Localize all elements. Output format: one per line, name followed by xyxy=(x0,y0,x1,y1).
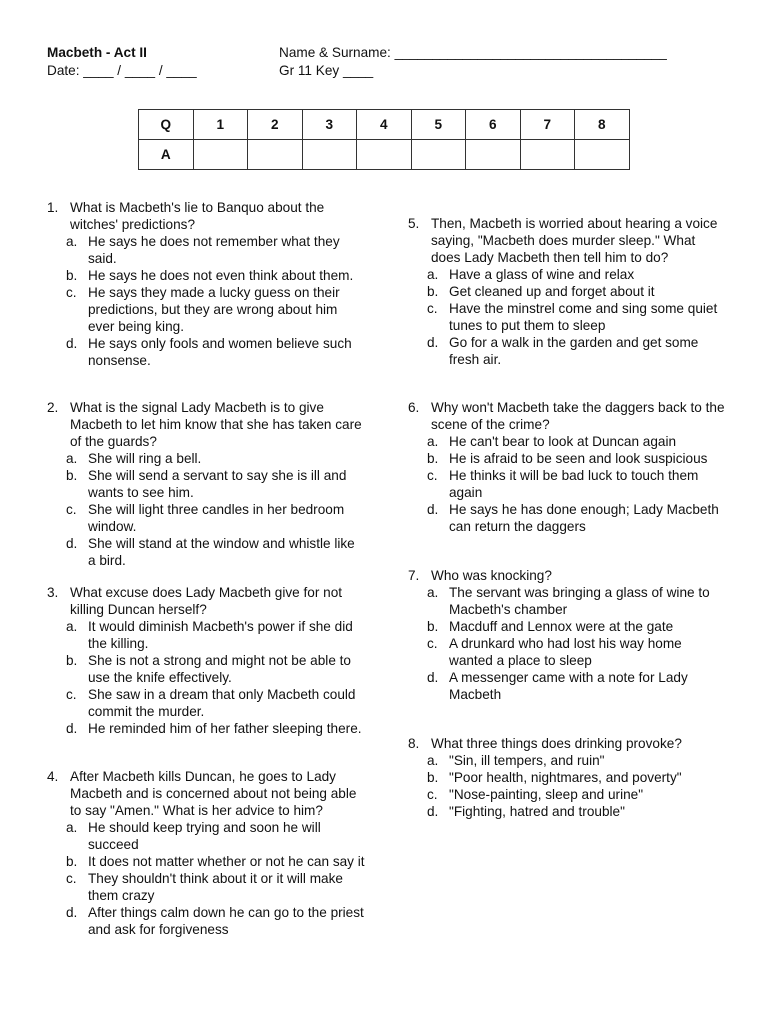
question-number-row xyxy=(139,110,630,140)
question-number: 1. xyxy=(47,200,59,215)
q-header-cell: Q xyxy=(139,110,194,140)
option-b: b. Macduff and Lennox were at the gate xyxy=(427,619,674,634)
question-1 xyxy=(47,199,367,369)
answer-cell[interactable] xyxy=(302,140,357,170)
question-stem: Who was knocking? xyxy=(431,568,552,583)
answer-cell[interactable] xyxy=(193,140,248,170)
question-3 xyxy=(47,584,365,737)
q-number-cell: 6 xyxy=(466,110,521,140)
q-number-cell: 1 xyxy=(193,110,248,140)
option-b: b. "Poor health, nightmares, and poverty" xyxy=(427,770,682,785)
question-number: 4. xyxy=(47,769,59,784)
a-header-cell: A xyxy=(139,140,194,170)
question-stem: What is Macbeth's lie to Banquo about the witches' predictions? xyxy=(70,200,325,232)
option-a: a. The servant was bringing a glass of wine to Macbeth's chamber xyxy=(427,585,710,617)
q-number-cell: 5 xyxy=(411,110,466,140)
option-b: b. He says he does not even think about them. xyxy=(66,268,354,283)
option-list xyxy=(47,819,365,938)
question-4 xyxy=(47,768,365,938)
option-a: a. He can't bear to look at Duncan again xyxy=(427,434,677,449)
question-5 xyxy=(408,215,726,368)
option-b: b. She will send a servant to say she is ill and wants to see him. xyxy=(66,468,347,500)
option-c: c. They shouldn't think about it or it will make them crazy xyxy=(66,871,343,903)
option-list xyxy=(47,618,365,737)
question-7 xyxy=(408,567,726,703)
option-c: c. He says they made a lucky guess on their predictions, but they are wrong about him ever being king. xyxy=(66,285,340,334)
answer-cell[interactable] xyxy=(520,140,575,170)
option-d: d. He reminded him of her father sleeping there. xyxy=(66,721,362,736)
option-a: a. It would diminish Macbeth's power if she did the killing. xyxy=(66,619,353,651)
option-d: d. A messenger came with a note for Lady Macbeth xyxy=(427,670,688,702)
option-c: c. She will light three candles in her bedroom window. xyxy=(66,502,345,534)
q-number-cell: 7 xyxy=(520,110,575,140)
option-d: d. "Fighting, hatred and trouble" xyxy=(427,804,625,819)
q-number-cell: 2 xyxy=(248,110,303,140)
answer-cell[interactable] xyxy=(466,140,521,170)
option-c: c. He thinks it will be bad luck to touch them again xyxy=(427,468,699,500)
option-b: b. It does not matter whether or not he can say it xyxy=(66,854,365,869)
answer-row xyxy=(139,140,630,170)
date-label: Date: ____ / ____ / ____ xyxy=(47,63,197,78)
option-c: c. Have the minstrel come and sing some quiet tunes to put them to sleep xyxy=(427,301,718,333)
option-list xyxy=(47,450,365,569)
option-b: b. He is afraid to be seen and look suspicious xyxy=(427,451,708,466)
option-a: a. He says he does not remember what they said. xyxy=(66,234,340,266)
option-list xyxy=(408,752,738,820)
option-list xyxy=(47,233,367,369)
question-stem: After Macbeth kills Duncan, he goes to Lady Macbeth and is concerned about not being able to say "Amen." What is her advice to him? xyxy=(70,769,357,818)
answer-key-table xyxy=(138,109,630,170)
option-c: c. She saw in a dream that only Macbeth could commit the murder. xyxy=(66,687,356,719)
option-list xyxy=(408,433,728,535)
question-number: 6. xyxy=(408,400,420,415)
option-b: b. She is not a strong and might not be able to use the knife effectively. xyxy=(66,653,351,685)
option-a: a. Have a glass of wine and relax xyxy=(427,267,635,282)
question-stem: What excuse does Lady Macbeth give for not killing Duncan herself? xyxy=(70,585,343,617)
q-number-cell: 8 xyxy=(575,110,630,140)
question-8 xyxy=(408,735,738,820)
grade-key-label: Gr 11 Key ____ xyxy=(279,63,374,78)
answer-cell[interactable] xyxy=(248,140,303,170)
option-d: d. After things calm down he can go to the priest and ask for forgiveness xyxy=(66,905,364,937)
question-number: 7. xyxy=(408,568,420,583)
question-number: 3. xyxy=(47,585,59,600)
name-label: Name & Surname: ____________________________________ xyxy=(279,45,667,60)
question-stem: Then, Macbeth is worried about hearing a voice saying, "Macbeth does murder sleep." What does Lady Macbeth then tell him to do? xyxy=(431,216,718,265)
option-a: a. She will ring a bell. xyxy=(66,451,202,466)
option-a: a. He should keep trying and soon he will succeed xyxy=(66,820,321,852)
answer-cell[interactable] xyxy=(411,140,466,170)
answer-cell[interactable] xyxy=(575,140,630,170)
q-number-cell: 4 xyxy=(357,110,412,140)
q-number-cell: 3 xyxy=(302,110,357,140)
question-number: 5. xyxy=(408,216,420,231)
option-d: d. Go for a walk in the garden and get some fresh air. xyxy=(427,335,699,367)
question-stem: What is the signal Lady Macbeth is to give Macbeth to let him know that she has taken care of the guards? xyxy=(70,400,362,449)
option-c: c. "Nose-painting, sleep and urine" xyxy=(427,787,644,802)
option-d: d. He says only fools and women believe such nonsense. xyxy=(66,336,352,368)
option-b: b. Get cleaned up and forget about it xyxy=(427,284,655,299)
question-stem: Why won't Macbeth take the daggers back to the scene of the crime? xyxy=(431,400,725,432)
question-6 xyxy=(408,399,728,535)
option-list xyxy=(408,584,726,703)
option-c: c. A drunkard who had lost his way home wanted a place to sleep xyxy=(427,636,682,668)
option-d: d. She will stand at the window and whistle like a bird. xyxy=(66,536,355,568)
answer-cell[interactable] xyxy=(357,140,412,170)
question-number: 2. xyxy=(47,400,59,415)
option-d: d. He says he has done enough; Lady Macbeth can return the daggers xyxy=(427,502,719,534)
question-stem: What three things does drinking provoke? xyxy=(431,736,682,751)
question-2 xyxy=(47,399,365,569)
question-number: 8. xyxy=(408,736,420,751)
worksheet-title: Macbeth - Act II xyxy=(47,45,147,60)
option-a: a. "Sin, ill tempers, and ruin" xyxy=(427,753,605,768)
option-list xyxy=(408,266,726,368)
